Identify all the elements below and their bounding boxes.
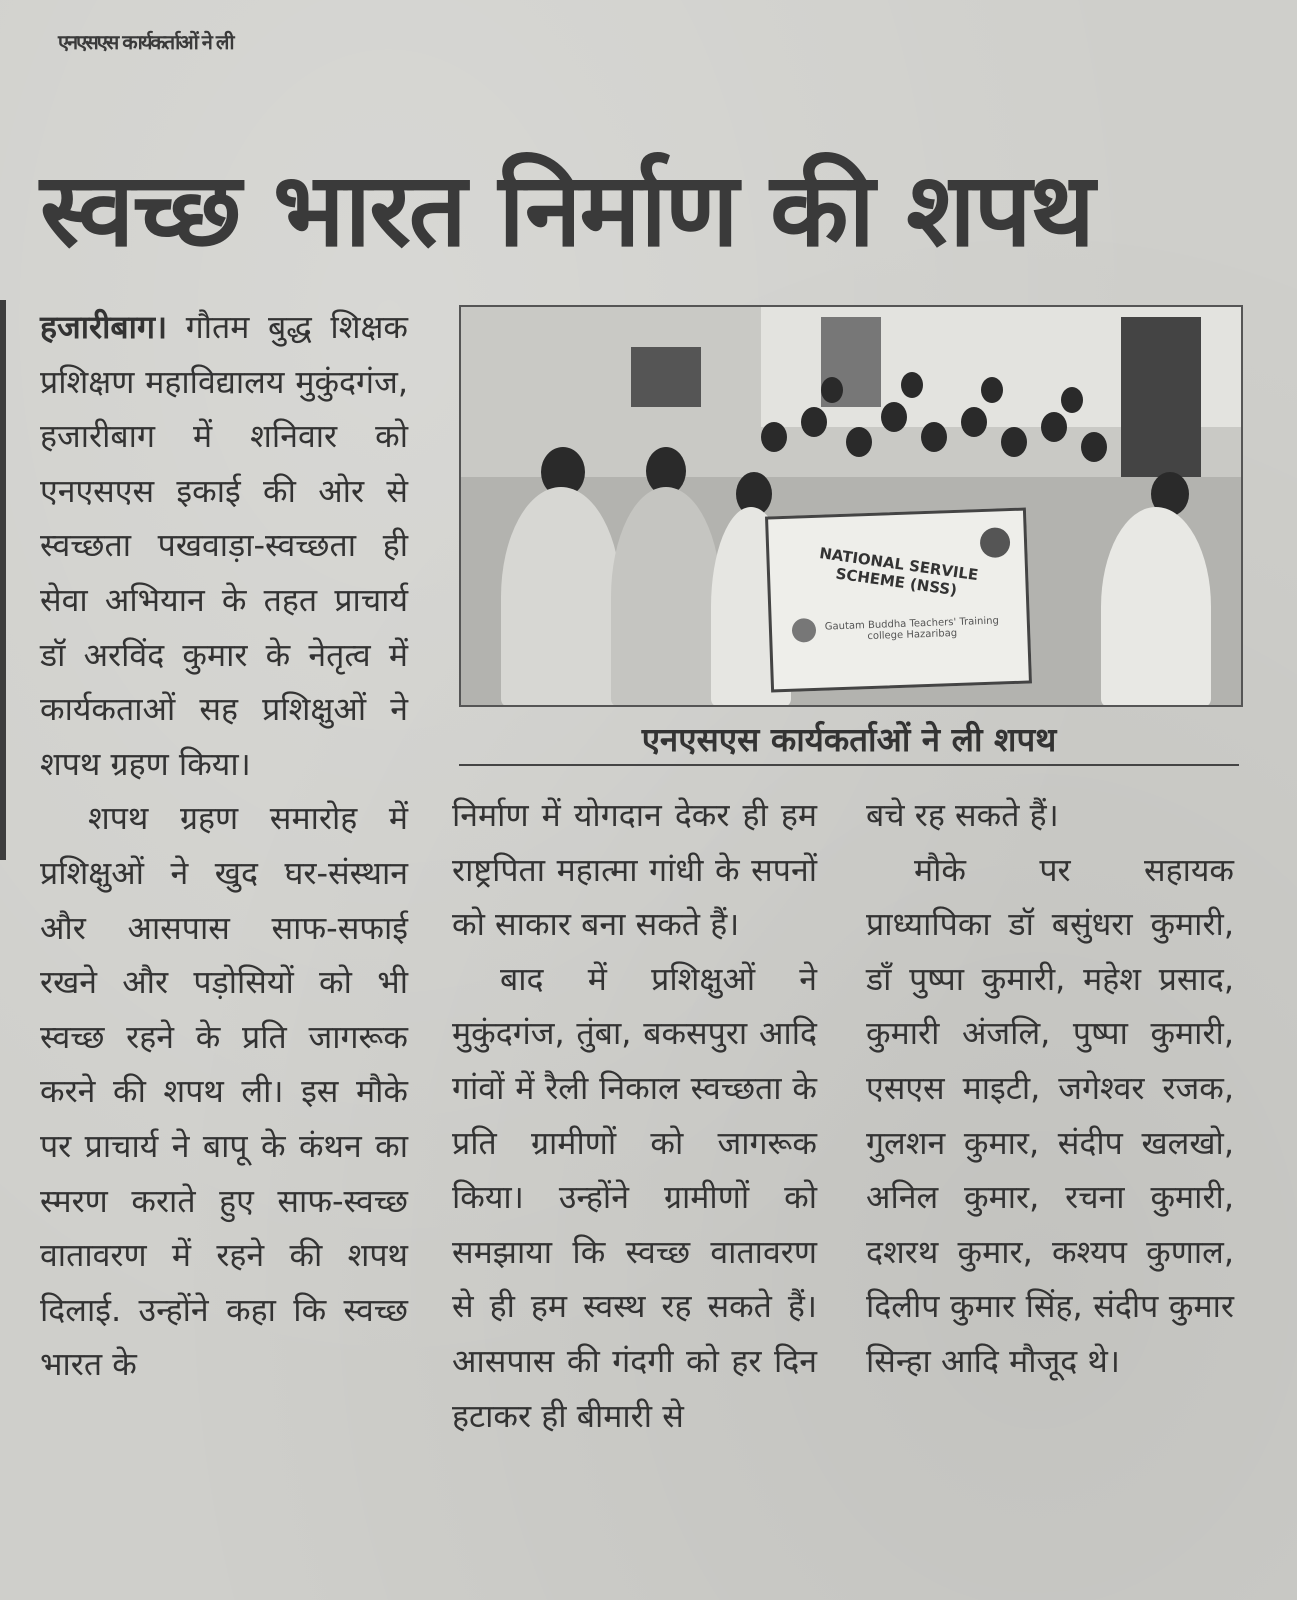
banner-subtitle: Gautam Buddha Teachers' Training college Hazaribag [824, 615, 1000, 643]
nss-logo-icon [980, 527, 1011, 558]
dateline: हजारीबाग। [40, 308, 168, 346]
paragraph-text: गौतम बुद्ध शिक्षक प्रशिक्षण महाविद्यालय मुकुंदगंज, हजारीबाग में शनिवार को एनएसएस इकाई की ओर से स्वच्छता पखवाड़ा-स्वच्छता ही सेवा अभियान के तहत प्राचार्य डॉ अरविंद कुमार के नेतृत्व में कार्यकताओं सह प्रशिक्षुओं ने शपथ ग्रहण किया। [40, 308, 409, 783]
article-paragraph: बचे रह सकते हैं। [866, 796, 1059, 834]
nss-banner [765, 507, 1032, 692]
article-column-2 [452, 788, 817, 1443]
photo-caption: एनएसएस कार्यकर्ताओं ने ली शपथ [459, 716, 1239, 766]
article-paragraph: मौके पर सहायक प्राध्यापिका डॉ बसुंधरा कुमारी, डाँ पुष्पा कुमारी, महेश प्रसाद, कुमारी अंजलि, पुष्पा कुमारी, एसएस माइटी, जगेश्वर रजक, गुलशन कुमार, संदीप खलखो, अनिल कुमार, रचना कुमारी, दशरथ कुमार, कश्यप कुणाल, दिलीप कुमार सिंह, संदीप कुमार सिन्हा आदि मौजूद थे। [866, 850, 1234, 1380]
article-paragraph [40, 300, 408, 791]
column-rule [0, 300, 6, 860]
headline-line-1: एनएसएस कार्यकर्ताओं ने ली [58, 30, 233, 54]
article-column-3 [866, 788, 1234, 1389]
group-photo [459, 305, 1243, 707]
article-paragraph: निर्माण में योगदान देकर ही हम राष्ट्रपिता महात्मा गांधी के सपनों को साकार बना सकते हैं। [452, 796, 817, 944]
college-logo-icon [792, 618, 817, 643]
article-paragraph: बाद में प्रशिक्षुओं ने मुकुंदगंज, तुंबा, बकसपुरा आदि गांवों में रैली निकाल स्वच्छता के प्रति ग्रामीणों को जागरूक किया। उन्होंने ग्रामीणों को समझाया कि स्वच्छ वातावरण से ही हम स्वस्थ रह सकते हैं। आसपास की गंदगी को हर दिन हटाकर ही बीमारी से [452, 959, 817, 1435]
article-column-1 [40, 300, 408, 1392]
headline-line-2: स्वच्छ भारत निर्माण की शपथ [40, 151, 1093, 270]
article-paragraph: शपथ ग्रहण समारोह में प्रशिक्षुओं ने खुद घर-संस्थान और आसपास साफ-सफाई रखने और पड़ोसियों को भी स्वच्छ रहने के प्रति जागरूक करने की शपथ ली। इस मौके पर प्राचार्य ने बापू के कंथन का स्मरण कराते हुए साफ-स्वच्छ वातावरण में रहने की शपथ दिलाई. उन्होंने कहा कि स्वच्छ भारत के [40, 799, 408, 1384]
banner-title: NATIONAL SERVILE SCHEME (NSS) [818, 544, 980, 600]
